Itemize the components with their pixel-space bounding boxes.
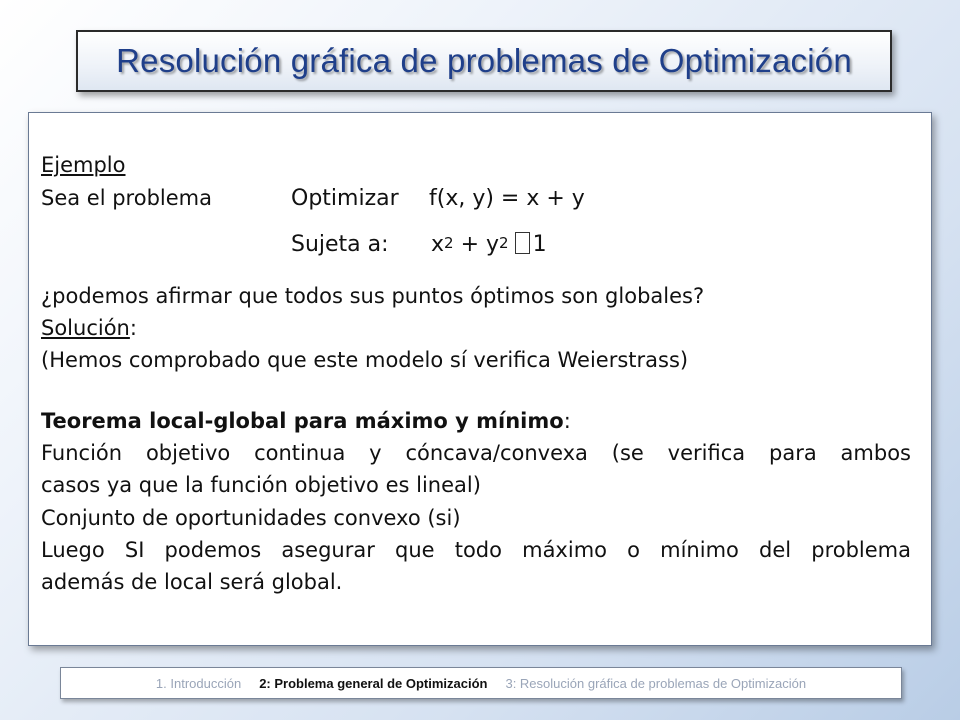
constraint-y-exponent: 2 (499, 234, 509, 252)
nav-item-problema-general[interactable]: 2: Problema general de Optimización (259, 675, 488, 691)
theorem-condition-2: Conjunto de oportunidades convexo (si) (41, 506, 461, 530)
missing-glyph-icon (515, 232, 530, 254)
nav-item-introduccion[interactable]: 1. Introducción (155, 675, 242, 691)
theorem-condition-1b: casos ya que la función objetivo es lineal) (41, 473, 481, 497)
question-text: ¿podemos afirmar que todos sus puntos óptimos son globales? (41, 284, 705, 308)
nav-item-resolucion-grafica[interactable]: 3: Resolución gráfica de problemas de Optimización (505, 675, 807, 691)
objective-keyword: Optimizar (291, 186, 399, 211)
constraint-keyword: Sujeta a: (291, 232, 389, 257)
slide-title: Resolución gráfica de problemas de Optimización (116, 42, 852, 79)
conclusion-line-b: además de local será global. (41, 570, 343, 594)
theorem-condition-1a: Función objetivo continua y cóncava/convexa (se verifica para ambos (41, 441, 911, 465)
constraint-expression (431, 232, 547, 258)
problem-intro: Sea el problema (41, 186, 212, 210)
conclusion-line-a: Luego SI podemos asegurar que todo máximo o mínimo del problema (41, 538, 911, 562)
constraint-rhs: 1 (532, 232, 547, 257)
solution-line (41, 316, 137, 340)
weierstrass-note: (Hemos comprobado que este modelo sí verifica Weierstrass) (41, 348, 689, 372)
solution-label: Solución (41, 316, 130, 340)
theorem-colon: : (563, 409, 571, 433)
constraint-plus-y: + y (453, 232, 500, 257)
example-heading: Ejemplo (41, 153, 126, 177)
content-panel (28, 112, 932, 646)
section-nav (60, 667, 902, 699)
objective-function: f(x, y) = x + y (429, 186, 585, 211)
solution-colon: : (129, 316, 137, 340)
constraint-x: x (431, 232, 445, 257)
theorem-label: Teorema local-global para máximo y mínimo (41, 409, 564, 433)
theorem-line (41, 409, 571, 433)
constraint-x-exponent: 2 (444, 234, 454, 252)
title-box (76, 30, 892, 92)
